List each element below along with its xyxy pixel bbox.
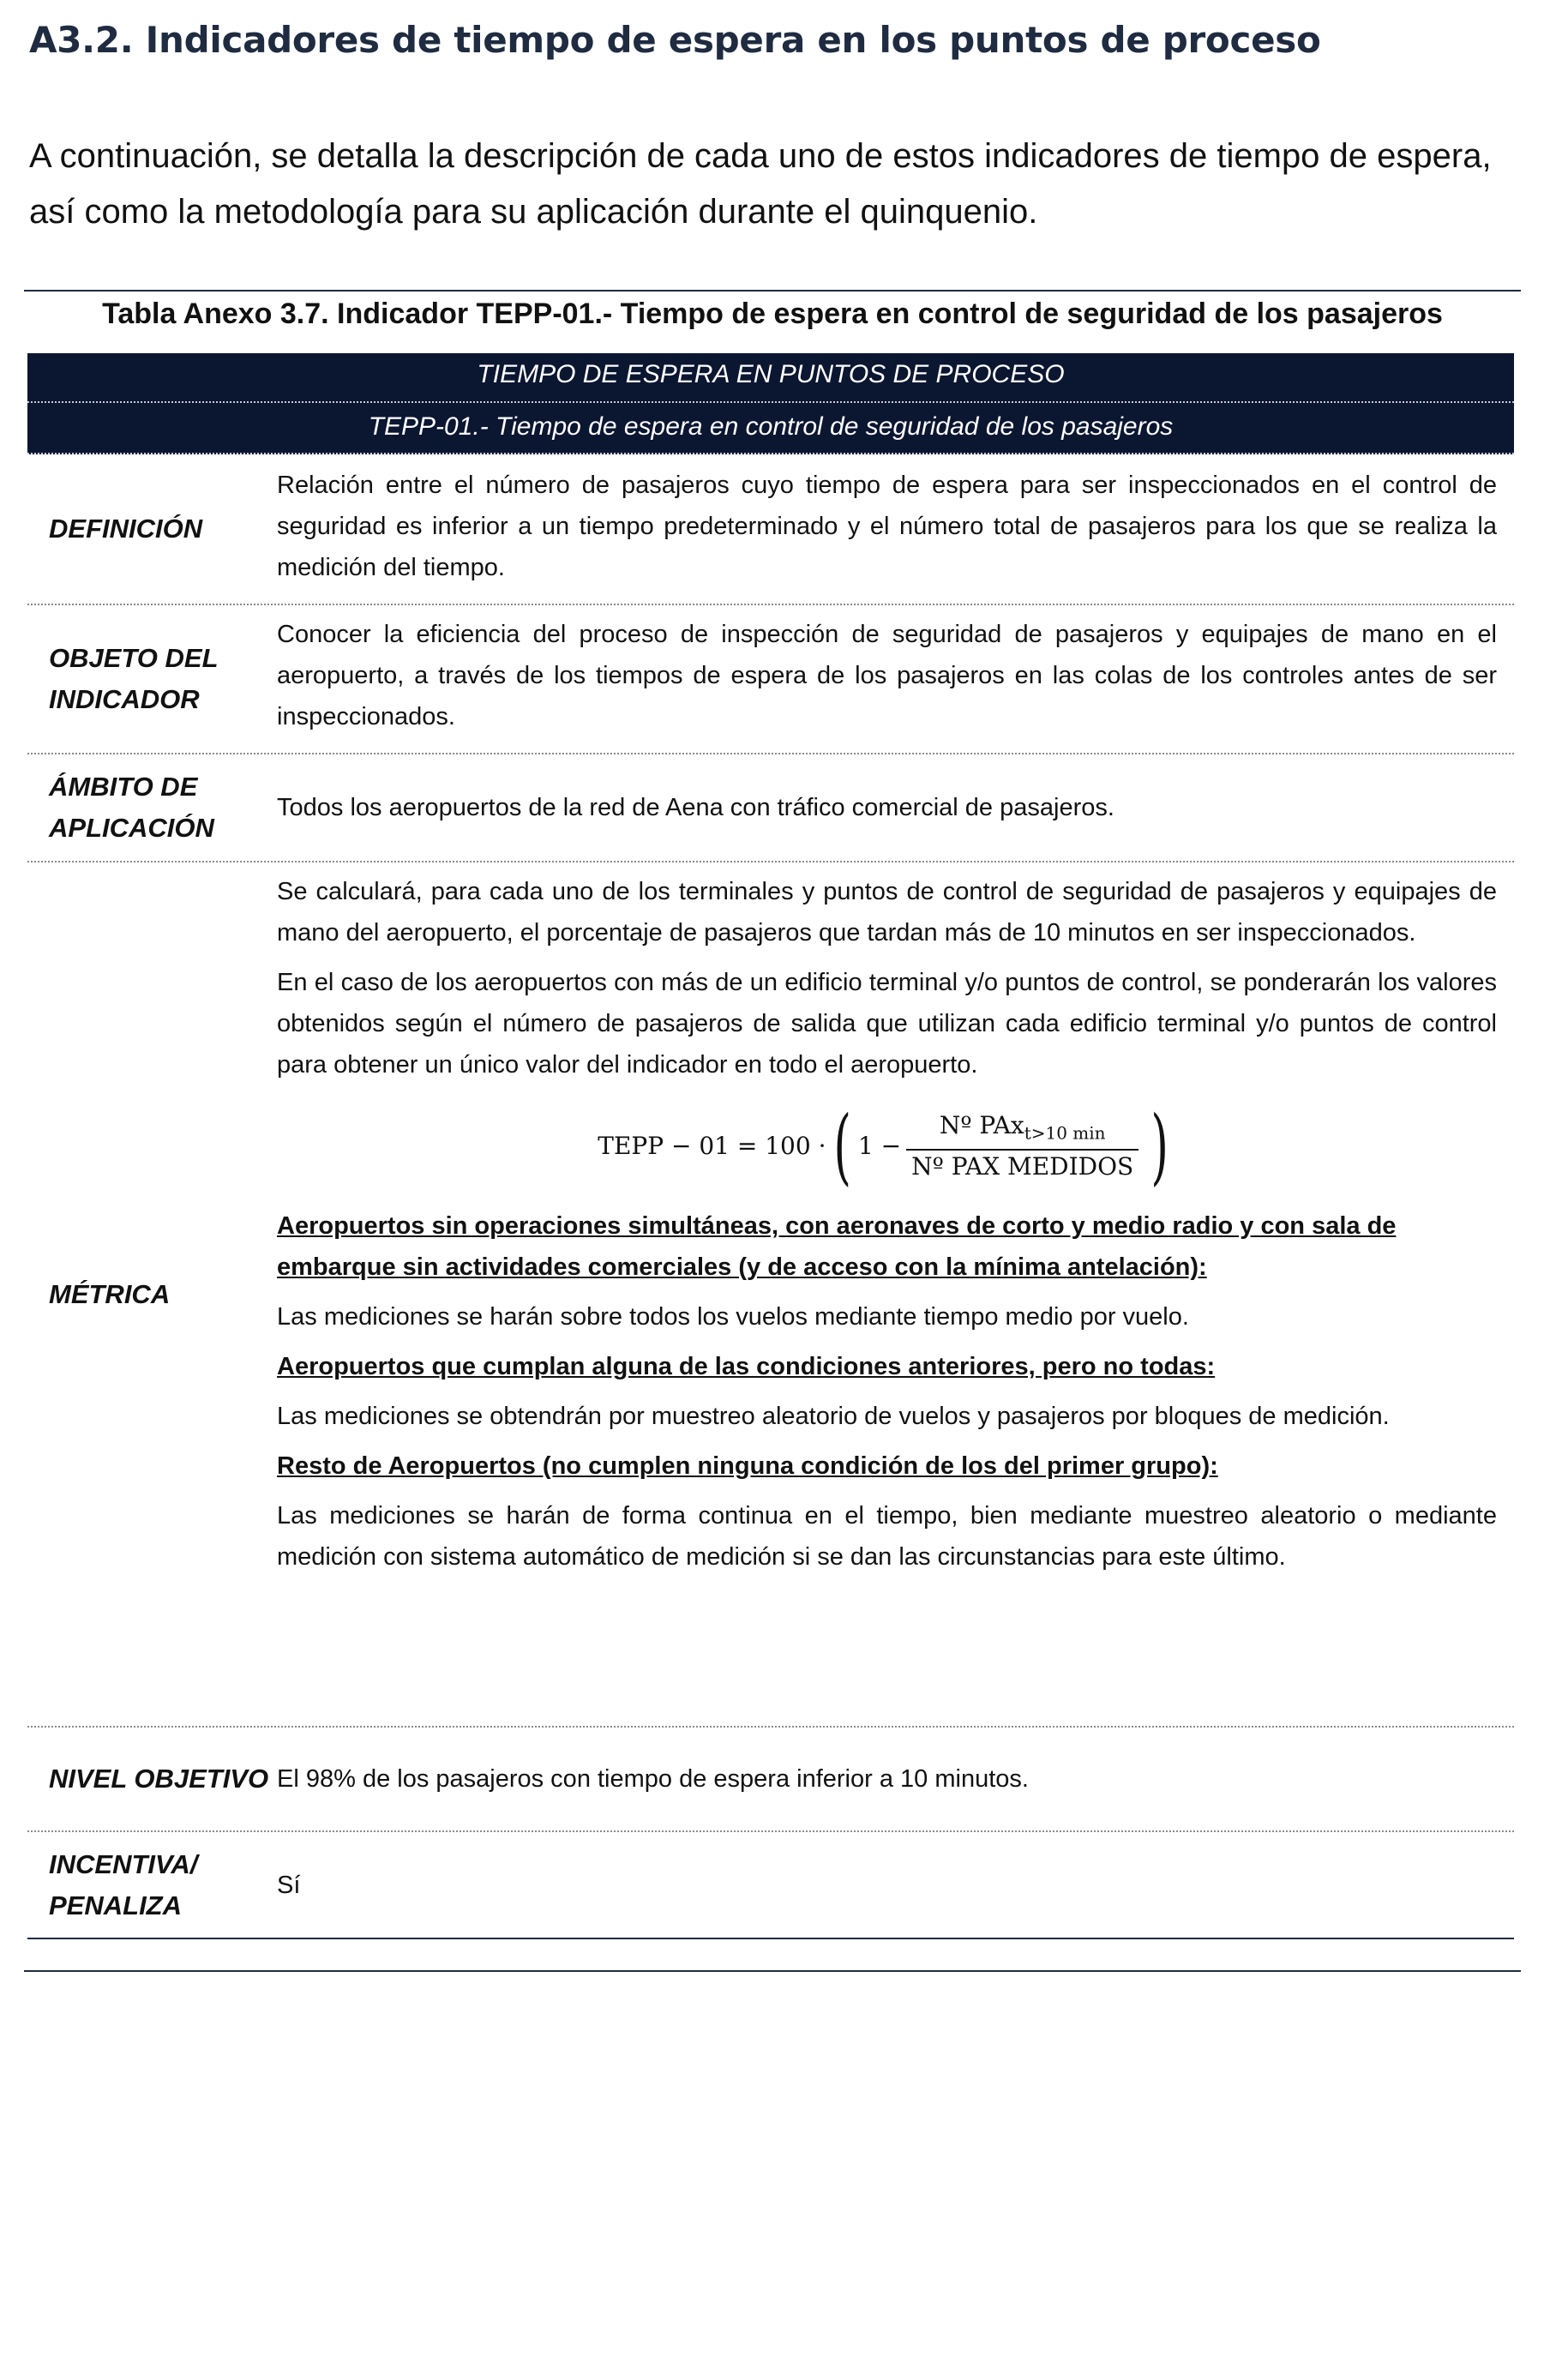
row-ambito xyxy=(27,754,1514,862)
label-definicion: DEFINICIÓN xyxy=(49,514,203,544)
formula-close-paren: ) xyxy=(1150,1098,1169,1194)
formula-numerator: Nº PAx$_{t>10 min}$ xyxy=(939,1110,1106,1144)
table-header-category: TIEMPO DE ESPERA EN PUNTOS DE PROCESO xyxy=(27,353,1514,403)
metrica-text-2: Las mediciones se obtendrán por muestreo aleatorio de vuelos y pasajeros por bloques de medición. xyxy=(277,1403,1390,1430)
indicator-table xyxy=(27,353,1514,1939)
metrica-paragraph-1: Se calculará, para cada uno de los terminales y puntos de control de seguridad de pasajeros y equipajes de mano del aeropuerto, el porcentaje de pasajeros que tardan más de 10 minutos en ser inspeccionados. xyxy=(277,878,1497,947)
table-bottom-rule xyxy=(24,1970,1521,1972)
row-incentiva xyxy=(27,1832,1514,1939)
table-caption: Tabla Anexo 3.7. Indicador TEPP-01.- Tiempo de espera en control de seguridad de los pasajeros xyxy=(102,298,1443,330)
metrica-formula xyxy=(277,1098,1497,1194)
formula-open-paren: ( xyxy=(832,1098,851,1194)
text-objeto: Conocer la eficiencia del proceso de inspección de seguridad de pasajeros y equipajes de mano en el aeropuerto, a través de los tiempos de espera de los pasajeros en las colas de los controles antes de ser inspeccionados. xyxy=(277,621,1497,730)
label-metrica: MÉTRICA xyxy=(49,1278,171,1309)
table-header-indicator: TEPP-01.- Tiempo de espera en control de seguridad de los pasajeros xyxy=(27,403,1514,454)
formula-numerator-subscript: t>10 min xyxy=(1024,1122,1106,1144)
label-ambito: ÁMBITO DE APLICACIÓN xyxy=(49,772,214,843)
metrica-subheading-1: Aeropuertos sin operaciones simultáneas, con aeronaves de corto y medio radio y con sala de embarque sin actividades comerciales (y de acceso con la mínima antelación): xyxy=(277,1212,1397,1281)
row-definicion xyxy=(27,454,1514,605)
text-definicion: Relación entre el número de pasajeros cuyo tiempo de espera para ser inspeccionados en el control de seguridad es inferior a un tiempo predeterminado y el número total de pasajeros para los que se realiza la medición del tiempo. xyxy=(277,472,1497,581)
label-objeto: OBJETO DEL INDICADOR xyxy=(49,643,218,714)
metrica-subheading-3: Resto de Aeropuertos (no cumplen ninguna condición de los del primer grupo): xyxy=(277,1452,1218,1480)
intro-paragraph: A continuación, se detalla la descripción de cada uno de estos indicadores de tiempo de espera, así como la metodología para su aplicación durante el quinquenio. xyxy=(29,137,1492,231)
row-metrica xyxy=(27,862,1514,1728)
metrica-paragraph-2: En el caso de los aeropuertos con más de un edificio terminal y/o puntos de control, se ponderarán los valores obtenidos según el número de pasajeros de salida que utilizan cada edificio terminal y/o puntos de control para obtener un único valor del indicador en todo el aeropuerto. xyxy=(277,969,1497,1079)
text-ambito: Todos los aeropuertos de la red de Aena con tráfico comercial de pasajeros. xyxy=(277,794,1114,821)
formula-fraction xyxy=(906,1111,1138,1182)
label-nivel-objetivo: NIVEL OBJETIVO xyxy=(49,1764,269,1794)
row-objeto xyxy=(27,605,1514,754)
metrica-text-3: Las mediciones se harán de forma continua en el tiempo, bien mediante muestreo aleatorio o mediante medición con sistema automático de medición si se dan las circunstancias para este último. xyxy=(277,1502,1497,1571)
metrica-text-1: Las mediciones se harán sobre todos los vuelos mediante tiempo medio por vuelo. xyxy=(277,1303,1189,1331)
row-nivel-objetivo xyxy=(27,1728,1514,1832)
formula-one-minus: 1 − xyxy=(857,1132,902,1160)
label-incentiva: INCENTIVA/ PENALIZA xyxy=(49,1848,198,1920)
table-top-rule xyxy=(24,290,1521,291)
metrica-subheading-2: Aeropuertos que cumplan alguna de las condiciones anteriores, pero no todas: xyxy=(277,1353,1216,1380)
formula-denominator: Nº PAX MEDIDOS xyxy=(906,1149,1138,1181)
formula-lhs: TEPP − 01 = 100 · xyxy=(598,1132,826,1160)
text-nivel-objetivo: El 98% de los pasajeros con tiempo de espera inferior a 10 minutos. xyxy=(277,1765,1029,1793)
section-heading: A3.2. Indicadores de tiempo de espera en los puntos de proceso xyxy=(29,19,1321,61)
text-incentiva: Sí xyxy=(277,1871,301,1899)
